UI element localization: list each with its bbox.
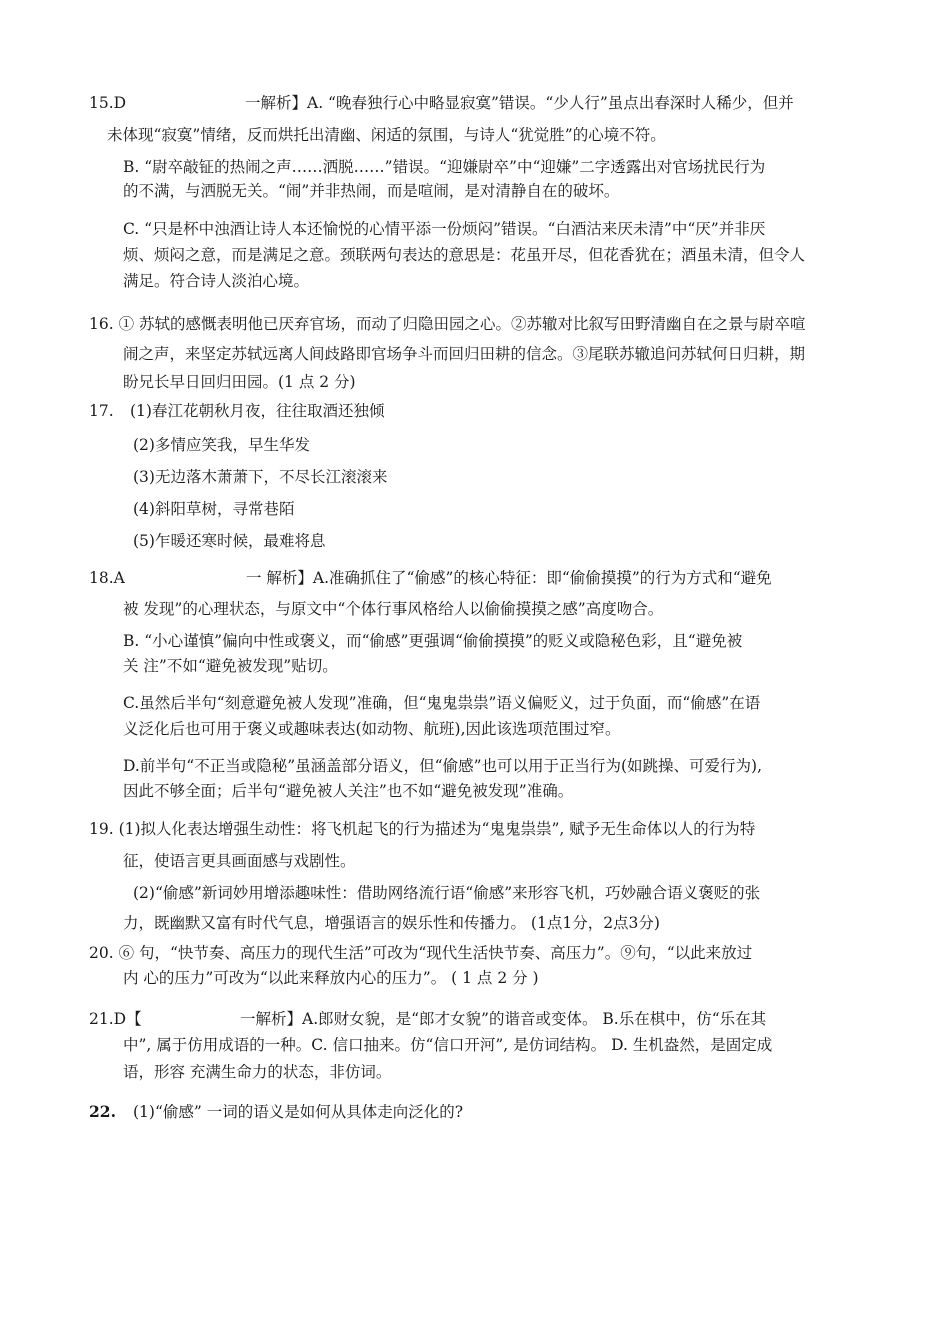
answer-18-option-c: C.虽然后半句“刻意避免被人发现”准确，但“鬼鬼祟祟”语义偏贬义，过于负面，而“偷感”在语 [123, 694, 761, 712]
answer-19-line: (2)“偷感”新词妙用增添趣味性：借助网络流行语“偷感”来形容飞机，巧妙融合语义褒贬的张 [133, 884, 761, 902]
answer-16-line: 闹之声，来坚定苏轼远离人间歧路即官场争斗而回归田耕的信念。③尾联苏辙追问苏轼何日归耕，期 [123, 345, 806, 363]
answer-17-item: (1)春江花朝秋月夜，往往取酒还独倾 [130, 402, 385, 420]
answer-18-line: 义泛化后也可用于褒义或趣味表达(如动物、航班),因此该选项范围过窄。 [123, 720, 621, 738]
answer-15-analysis-line: 一解析】A. “晚春独行心中略显寂寞”错误。“少人行”虽点出春深时人稀少，但并 [245, 94, 794, 112]
answer-20-line: 20. ⑥ 句，“快节奏、高压力的现代生活”可改为“现代生活快节奏、高压力”。⑨句，“以此来放过 [89, 944, 753, 962]
answer-19-line: 19. (1)拟人化表达增强生动性：将飞机起飞的行为描述为“鬼鬼祟祟”, 赋予无生命体以人的行为特 [89, 820, 756, 838]
answer-15-line: 的不满，与洒脱无关。“闹”并非热闹，而是喧闹，是对清静自在的破坏。 [123, 182, 620, 200]
answer-18-option-d: D.前半句“不正当或隐秘”虽涵盖部分语义，但“偷感”也可以用于正当行为(如跳操、可爱行为), [123, 757, 763, 775]
answer-18-analysis-line: 一 解析】A.准确抓住了“偷感”的核心特征：即“偷偷摸摸”的行为方式和“避免 [246, 569, 772, 587]
answer-17-number: 17. [89, 402, 114, 420]
answer-19-line: 力，既幽默又富有时代气息，增强语言的娱乐性和传播力。 (1点1分，2点3分) [123, 914, 660, 932]
answer-20-line: 内 心的压力”可改为“以此来释放内心的压力”。 ( 1 点 2 分 ) [123, 969, 539, 987]
answer-22-question: (1)“偷感” 一词的语义是如何从具体走向泛化的? [133, 1103, 464, 1121]
answer-18-number: 18.A [89, 569, 125, 587]
answer-16-line: 盼兄长早日回归田园。(1 点 2 分) [123, 373, 356, 391]
answer-18-line: 因此不够全面；后半句“避免被人关注”也不如“避免被发现”准确。 [123, 782, 574, 800]
answer-21-number: 21.D【 [89, 1010, 142, 1028]
answer-15-number: 15.D [89, 94, 127, 112]
answer-19-line: 征，使语言更具画面感与戏剧性。 [123, 852, 356, 870]
answer-15-line: 满足。符合诗人淡泊心境。 [123, 272, 310, 290]
answer-15-option-b: B. “尉卒敲钲的热闹之声……洒脱……”错误。“迎嫌尉卒”中“迎嫌”二字透露出对官场扰民行为 [123, 158, 766, 176]
answer-17-item: (4)斜阳草树，寻常巷陌 [133, 500, 295, 518]
answer-17-item: (5)乍暖还寒时候，最难将息 [133, 532, 326, 550]
answer-18-line: 关 注”不如“避免被发现”贴切。 [123, 657, 338, 675]
answer-21-line: 语，形容 充满生命力的状态，非仿词。 [123, 1063, 392, 1081]
answer-21-analysis-line: 一解析】A.郎财女貌，是“郎才女貌”的谐音或变体。 B.乐在棋中，仿“乐在其 [240, 1010, 767, 1028]
answer-15-option-c: C. “只是杯中浊酒让诗人本还愉悦的心情平添一份烦闷”错误。“白酒沽来厌未清”中“厌”并非厌 [123, 220, 766, 238]
answer-18-line: 被 发现”的心理状态，与原文中“个体行事风格给人以偷偷摸摸之感”高度吻合。 [123, 600, 664, 618]
answer-17-item: (2)多情应笑我，早生华发 [133, 436, 310, 454]
answer-21-line: 中”, 属于仿用成语的一种。C. 信口抽来。仿“信口开河”, 是仿词结构。 D. 生机盎然，是固定成 [123, 1036, 773, 1054]
answer-15-line: 烦、烦闷之意，而是满足之意。颈联两句表达的意思是：花虽开尽，但花香犹在；酒虽未清，但令人 [123, 246, 806, 264]
answer-22-number: 22. [89, 1102, 116, 1121]
answer-18-option-b: B. “小心谨慎”偏向中性或褒义，而“偷感”更强调“偷偷摸摸”的贬义或隐秘色彩，且“避免被 [123, 632, 743, 650]
answer-17-item: (3)无边落木萧萧下，不尽长江滚滚来 [133, 468, 388, 486]
answer-16-line: 16. ① 苏轼的感慨表明他已厌弃官场，而动了归隐田园之心。②苏辙对比叙写田野清幽自在之景与尉卒喧 [89, 315, 806, 333]
answer-15-line: 未体现“寂寞”情绪，反而烘托出清幽、闲适的氛围，与诗人“犹觉胜”的心境不符。 [107, 126, 666, 144]
